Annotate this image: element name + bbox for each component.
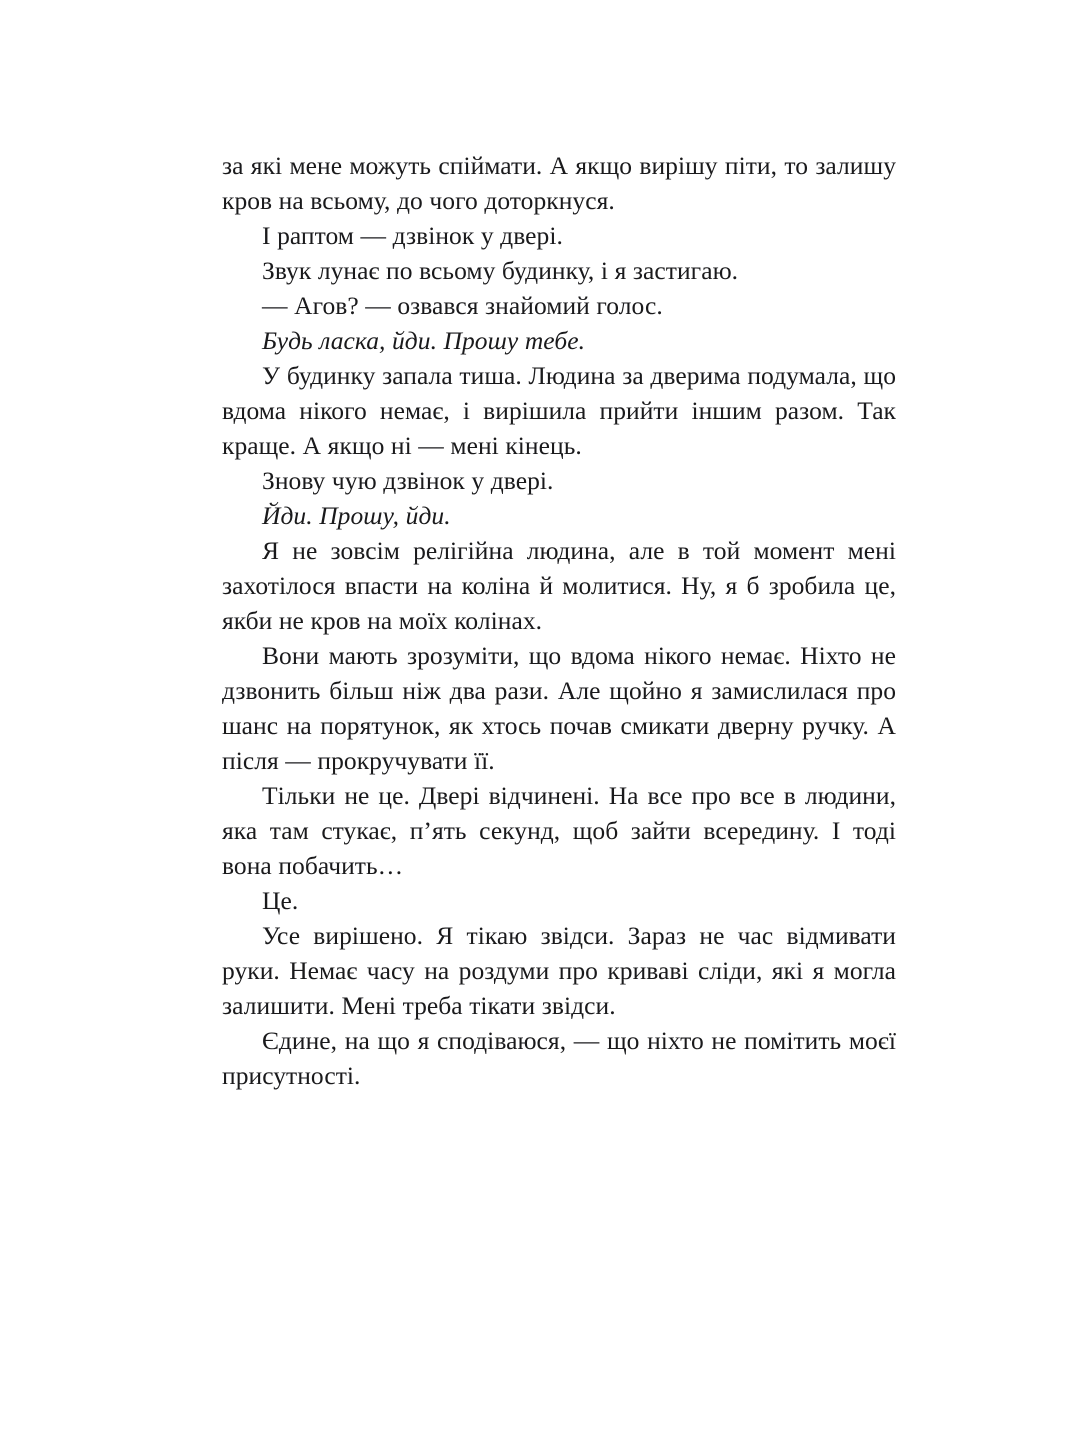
paragraph-inner-thought-please-go: Будь ласка, йди. Прошу тебе. xyxy=(262,326,586,355)
paragraph-continuation: за які мене можуть спіймати. А якщо вирішу піти, то залишу кров на всьому, до чого доторкнуся. xyxy=(222,151,896,215)
paragraph-doorbell: І раптом — дзвінок у двері. xyxy=(262,221,563,250)
paragraph-inner-thought-go-away: Йди. Прошу, йди. xyxy=(262,501,451,530)
paragraph-silence-in-house: У будинку запала тиша. Людина за дверима подумала, що вдома нікого немає, і вирішила прийти іншим разом. Так краще. А якщо ні — мені кінець. xyxy=(222,361,896,460)
paragraph-not-religious: Я не зовсім релігійна людина, але в той момент мені захотілося впасти на коліна й молитися. Ну, я б зробила це, якби не кров на моїх колінах. xyxy=(222,536,896,635)
page-text-block xyxy=(222,148,896,1093)
paragraph-decision-to-flee: Усе вирішено. Я тікаю звідси. Зараз не час відмивати руки. Немає часу на роздуми про криваві сліди, які я могла залишити. Мені треба тікати звідси. xyxy=(222,921,896,1020)
paragraph-this: Це. xyxy=(262,886,299,915)
paragraph-only-hope: Єдине, на що я сподіваюся, — що ніхто не помітить моєї присутності. xyxy=(222,1026,896,1090)
paragraph-door-unlocked: Тільки не це. Двері відчинені. На все про все в людини, яка там стукає, п’ять секунд, щоб зайти всередину. І тоді вона побачить… xyxy=(222,781,896,880)
paragraph-nobody-home: Вони мають зрозуміти, що вдома нікого немає. Ніхто не дзвонить більш ніж два рази. Але щойно я замислилася про шанс на порятунок, як хтось почав смикати дверну ручку. А після — прокручувати її. xyxy=(222,641,896,775)
paragraph-dialogue-hello: — Агов? — озвався знайомий голос. xyxy=(262,291,663,320)
paragraph-doorbell-again: Знову чую дзвінок у двері. xyxy=(262,466,554,495)
paragraph-sound-echoes: Звук лунає по всьому будинку, і я застигаю. xyxy=(262,256,739,285)
